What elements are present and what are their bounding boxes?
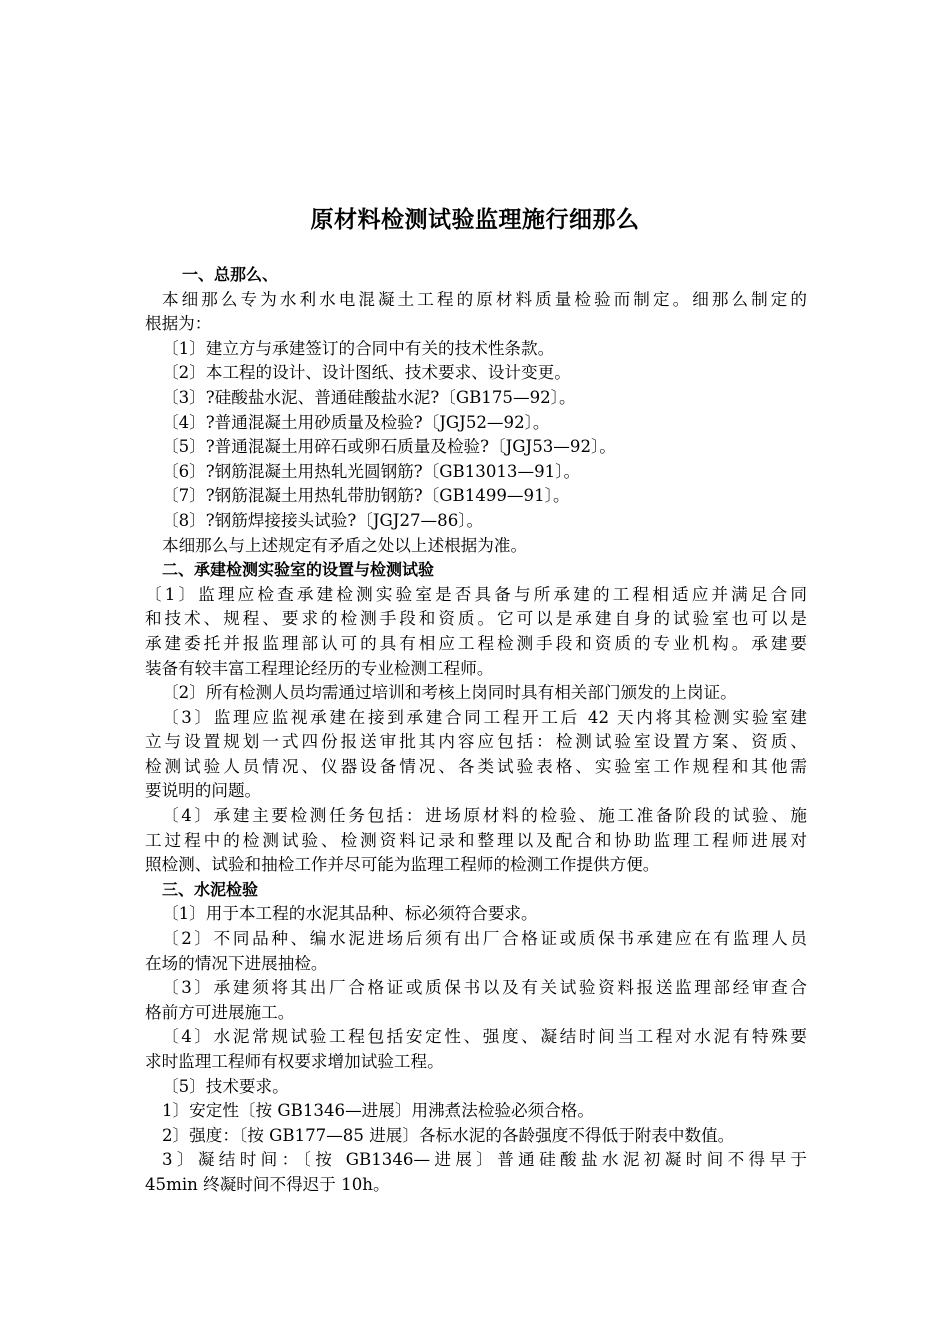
body-line: 根据为： [145, 314, 212, 334]
body-line: 1〕安定性〔按 GB1346—进展〕用沸煮法检验必须合格。 [162, 1101, 594, 1121]
body-line: 〔5〕?普通混凝土用碎石或卵石质量及检验?〔JGJ53—92〕。 [162, 437, 616, 457]
body-line: 〔7〕?钢筋混凝土用热轧带肋钢筋?〔GB1499—91〕。 [162, 486, 570, 506]
body-line: 〔2〕不同品种、编水泥进场后须有出厂合格证或质保书承建应在有监理人员 [162, 929, 807, 949]
body-line: 工过程中的检测试验、检测资料记录和整理以及配合和协助监理工程师进展对 [145, 830, 807, 850]
body-line: 〔4〕水泥常规试验工程包括安定性、强度、凝结时间当工程对水泥有特殊要 [162, 1027, 807, 1047]
body-line: 要说明的问题。 [145, 781, 262, 801]
document-title: 原材料检测试验监理施行细那么 [310, 207, 640, 233]
body-line: 〔1〕用于本工程的水泥其品种、标必须符合要求。 [162, 904, 538, 924]
body-line: 和技术、规程、要求的检测手段和资质。它可以是承建自身的试验室也可以是 [145, 609, 807, 629]
body-line: 〔2〕本工程的设计、设计图纸、技术要求、设计变更。 [162, 363, 571, 383]
section-heading: 三、水泥检验 [162, 879, 259, 899]
section-heading: 二、承建检测实验室的设置与检测试验 [162, 560, 435, 580]
body-line: 〔5〕技术要求。 [162, 1076, 289, 1096]
body-line: 在场的情况下进展抽检。 [145, 953, 328, 973]
section-heading: 一、总那么、 [182, 265, 279, 284]
body-line: 〔3〕承建须将其出厂合格证或质保书以及有关试验资料报送监理部经审查合 [162, 978, 807, 998]
body-line: 〔1〕建立方与承建签订的合同中有关的技术性条款。 [162, 338, 555, 358]
body-line: 〔6〕?钢筋混凝土用热轧光圆钢筋?〔GB13013—91〕。 [162, 461, 581, 481]
body-line: 检测试验人员情况、仪器设备情况、各类试验表格、实验室工作规程和其他需 [145, 756, 807, 776]
body-line: 〔4〕?普通混凝土用砂质量及检验?〔JGJ52—92〕。 [162, 412, 550, 432]
body-line: 照检测、试验和抽检工作并尽可能为监理工程师的检测工作提供方便。 [145, 855, 660, 875]
body-line: 本细那么专为水利水电混凝土工程的原材料质量检验而制定。细那么制定的 [162, 289, 807, 309]
body-line: 〔1〕监理应检查承建检测实验室是否具备与所承建的工程相适应并满足合同 [145, 584, 807, 604]
body-line: 〔3〕?硅酸盐水泥、普通硅酸盐水泥?〔GB175—92〕。 [162, 387, 576, 407]
body-line: 格前方可进展施工。 [145, 1002, 295, 1022]
body-line: 〔4〕承建主要检测任务包括：进场原材料的检验、施工准备阶段的试验、施 [162, 806, 807, 826]
body-line: 承建委托并报监理部认可的具有相应工程检测手段和资质的专业机构。承建要 [145, 633, 807, 653]
document-body [145, 263, 807, 1198]
body-line: 〔2〕所有检测人员均需通过培训和考核上岗同时具有相关部门颁发的上岗证。 [162, 683, 737, 703]
body-line: 立与设置规划一式四份报送审批其内容应包括：检测试验室设置方案、资质、 [145, 732, 807, 752]
body-line: 2〕强度：〔按 GB177—85 进展〕各标水泥的各龄强度不得低于附表中数值。 [162, 1125, 735, 1145]
body-line: 〔3〕监理应监视承建在接到承建合同工程开工后 42 天内将其检测实验室建 [162, 707, 807, 727]
body-line: 装备有较丰富工程理论经历的专业检测工程师。 [145, 658, 494, 678]
body-line: 3〕凝结时间：〔按 GB1346—进展〕普通硅酸盐水泥初凝时间不得早于 [162, 1150, 807, 1170]
body-line: 本细那么与上述规定有矛盾之处以上述根据为准。 [162, 535, 528, 555]
body-line: 求时监理工程师有权要求增加试验工程。 [145, 1052, 444, 1071]
body-line: 45min 终凝时间不得迟于 10h。 [145, 1174, 390, 1194]
body-line: 〔8〕?钢筋焊接接头试验?〔JGJ27—86〕。 [162, 510, 484, 530]
